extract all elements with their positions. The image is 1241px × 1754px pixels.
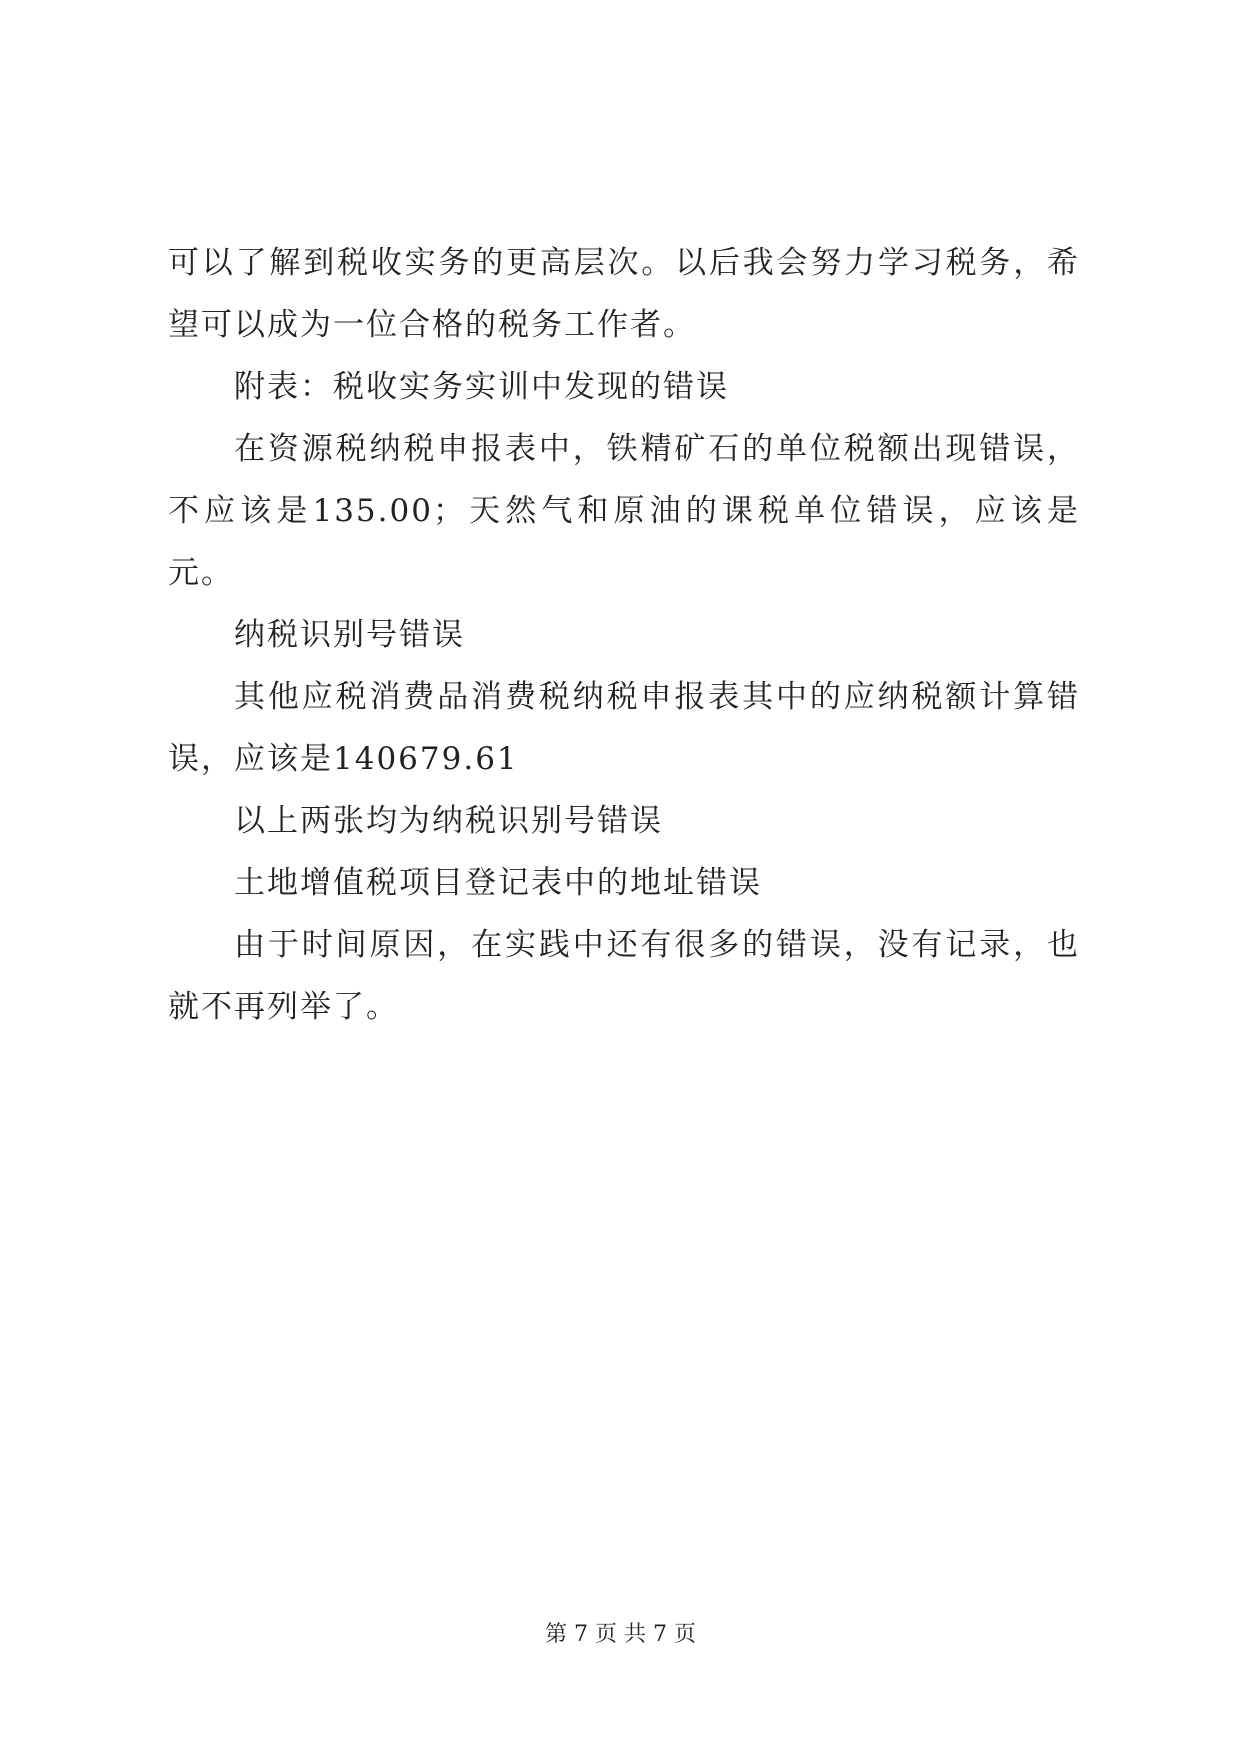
document-body [168,232,1080,1038]
paragraph-appendix-title: 附表：税收实务实训中发现的错误 [234,369,729,405]
page-number-footer: 第 7 页 共 7 页 [545,1622,696,1647]
paragraph-closing-note: 由于时间原因，在实践中还有很多的错误，没有记录，也就不再列举了。 [168,927,1080,1025]
paragraph-two-forms-tax-id-error: 以上两张均为纳税识别号错误 [234,803,663,839]
paragraph-consumption-tax-error: 其他应税消费品消费税纳税申报表其中的应纳税额计算错误，应该是140679.61 [168,679,1080,777]
paragraph-continuation: 可以了解到税收实务的更高层次。以后我会努力学习税务，希望可以成为一位合格的税务工作者。 [168,245,1080,343]
paragraph-land-tax-address-error: 土地增值税项目登记表中的地址错误 [234,865,762,901]
paragraph-tax-id-error: 纳税识别号错误 [234,617,465,653]
paragraph-resource-tax-error: 在资源税纳税申报表中，铁精矿石的单位税额出现错误，不应该是135.00；天然气和原油的课税单位错误，应该是元。 [168,431,1080,591]
